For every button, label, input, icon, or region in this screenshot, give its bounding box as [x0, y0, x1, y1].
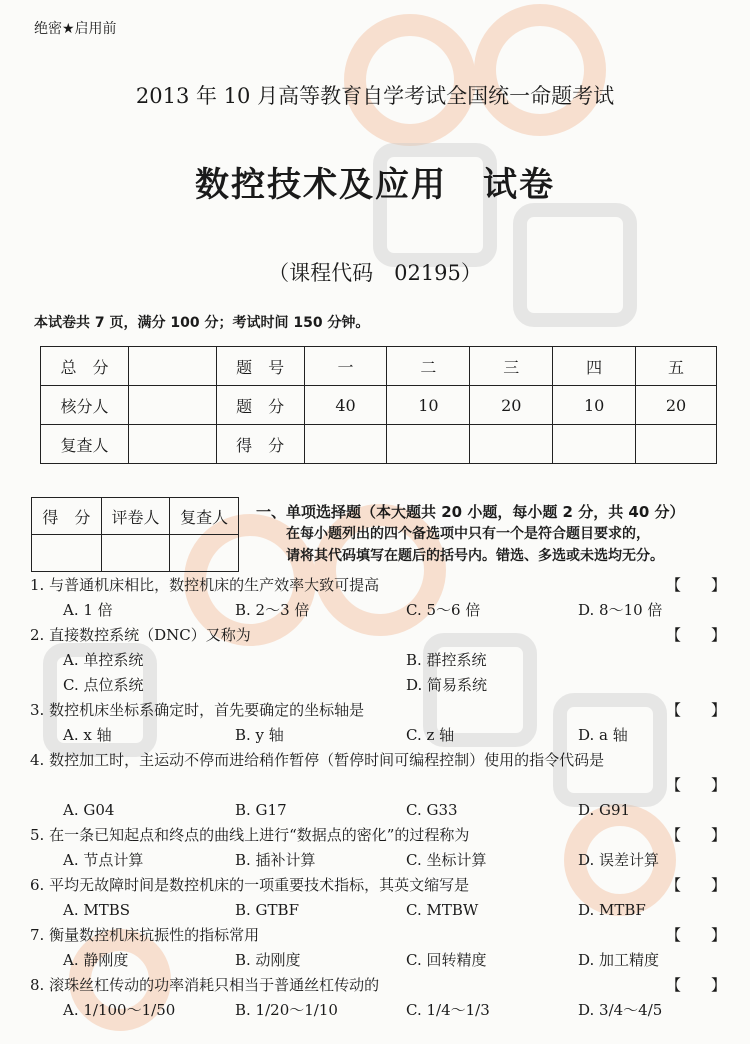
option: C. 坐标计算: [406, 851, 487, 869]
answer-bracket: 【 】: [665, 776, 726, 794]
question-list: [30, 573, 730, 1023]
answer-bracket: 【 】: [665, 876, 726, 894]
obtained-score-cell: [304, 425, 387, 464]
reviewer-label: 复查人: [41, 425, 129, 464]
question-score: 40: [304, 386, 387, 425]
answer-bracket: 【 】: [665, 976, 726, 994]
option: A. 单控系统: [63, 651, 144, 669]
checker-cell: [128, 386, 216, 425]
checker-label: 核分人: [41, 386, 129, 425]
option-row: [30, 848, 730, 873]
obtained-score-cell: [470, 425, 553, 464]
question-stem: 4. 数控加工时，主运动不停而进给稍作暂停（暂停时间可编程控制）使用的指令代码是: [30, 751, 605, 769]
question-stem: 1. 与普通机床相比，数控机床的生产效率大致可提高: [30, 576, 380, 594]
paper-title: 数控技术及应用 试卷: [195, 165, 555, 205]
table-row: [32, 498, 239, 535]
option: B. 群控系统: [406, 651, 487, 669]
option-row: [30, 673, 730, 698]
column-header: 二: [387, 347, 470, 386]
option: D. a 轴: [578, 726, 628, 744]
option-row: [30, 798, 730, 823]
obtained-score-cell: [387, 425, 470, 464]
total-score-cell: [128, 347, 216, 386]
option: B. 2～3 倍: [235, 601, 310, 619]
option: A. 静刚度: [63, 951, 129, 969]
grader-cell: [101, 535, 170, 572]
table-row: [32, 535, 239, 572]
option: C. 回转精度: [406, 951, 487, 969]
question-stem: 2. 直接数控系统（DNC）又称为: [30, 626, 251, 644]
option: A. 节点计算: [63, 851, 144, 869]
option: A. 1/100～1/50: [63, 1001, 176, 1019]
option: D. G91: [578, 801, 631, 819]
option: B. 插补计算: [235, 851, 316, 869]
table-row: [41, 347, 717, 386]
option: C. z 轴: [406, 726, 455, 744]
option: B. y 轴: [235, 726, 284, 744]
section-title: 一、单项选择题（本大题共 20 小题，每小题 2 分，共 40 分）: [256, 503, 685, 521]
score-label: 得 分: [32, 498, 102, 535]
table-row: [41, 425, 717, 464]
column-header: 三: [470, 347, 553, 386]
option-row: [30, 723, 730, 748]
option-row: [30, 648, 730, 673]
option: A. x 轴: [63, 726, 112, 744]
score-table: [40, 346, 717, 464]
obtained-score-cell: [636, 425, 717, 464]
exam-instructions: 本试卷共 7 页，满分 100 分；考试时间 150 分钟。: [34, 315, 370, 331]
answer-bracket: 【 】: [665, 576, 726, 594]
option-row: [30, 598, 730, 623]
option: A. MTBS: [63, 901, 131, 919]
question-item: [30, 748, 730, 823]
question-stem: 3. 数控机床坐标系确定时，首先要确定的坐标轴是: [30, 701, 365, 719]
option: B. GTBF: [235, 901, 299, 919]
question-score: 20: [636, 386, 717, 425]
question-item: [30, 973, 730, 1023]
question-score-label: 题 分: [216, 386, 304, 425]
grader-table: [31, 497, 239, 572]
table-row: [41, 386, 717, 425]
question-item: [30, 823, 730, 873]
option-row: [30, 998, 730, 1023]
option: A. 1 倍: [63, 601, 113, 619]
course-code: （课程代码 02195）: [268, 261, 482, 285]
question-item: [30, 923, 730, 973]
section-instruction: 在每小题列出的四个备选项中只有一个是符合题目要求的，: [286, 526, 650, 542]
score-cell: [32, 535, 102, 572]
question-score: 20: [470, 386, 553, 425]
answer-line: [30, 773, 730, 798]
exam-title: 2013 年 10 月高等教育自学考试全国统一命题考试: [135, 84, 615, 108]
option: D. 8～10 倍: [578, 601, 663, 619]
option-row: [30, 948, 730, 973]
column-header: 四: [553, 347, 636, 386]
option: C. 5～6 倍: [406, 601, 481, 619]
option: C. 1/4～1/3: [406, 1001, 490, 1019]
question-no-label: 题 号: [216, 347, 304, 386]
option: B. G17: [235, 801, 287, 819]
option-row: [30, 898, 730, 923]
answer-bracket: 【 】: [665, 701, 726, 719]
reviewer-cell: [170, 535, 239, 572]
answer-bracket: 【 】: [665, 826, 726, 844]
section-header: [256, 501, 746, 567]
total-score-label: 总 分: [41, 347, 129, 386]
option: C. 点位系统: [63, 676, 144, 694]
section-instruction: 请将其代码填写在题后的括号内。错选、多选或未选均无分。: [286, 548, 664, 564]
answer-bracket: 【 】: [665, 626, 726, 644]
question-stem: 8. 滚珠丝杠传动的功率消耗只相当于普通丝杠传动的: [30, 976, 380, 994]
answer-bracket: 【 】: [665, 926, 726, 944]
question-score: 10: [553, 386, 636, 425]
column-header: 一: [304, 347, 387, 386]
question-stem: 7. 衡量数控机床抗振性的指标常用: [30, 926, 260, 944]
option: A. G04: [63, 801, 115, 819]
question-score: 10: [387, 386, 470, 425]
option: C. MTBW: [406, 901, 479, 919]
question-item: [30, 623, 730, 698]
option: D. 简易系统: [406, 676, 488, 694]
option: D. 误差计算: [578, 851, 660, 869]
option: B. 1/20～1/10: [235, 1001, 338, 1019]
option: D. 3/4～4/5: [578, 1001, 663, 1019]
obtained-score-cell: [553, 425, 636, 464]
option: B. 动刚度: [235, 951, 301, 969]
question-item: [30, 698, 730, 748]
option: D. MTBF: [578, 901, 646, 919]
column-header: 五: [636, 347, 717, 386]
question-stem: 5. 在一条已知起点和终点的曲线上进行“数据点的密化”的过程称为: [30, 826, 470, 844]
question-item: [30, 573, 730, 623]
option: D. 加工精度: [578, 951, 660, 969]
obtained-score-label: 得 分: [216, 425, 304, 464]
option: C. G33: [406, 801, 458, 819]
question-item: [30, 873, 730, 923]
reviewer-label: 复查人: [170, 498, 239, 535]
reviewer-cell: [128, 425, 216, 464]
secrecy-label: 绝密★启用前: [34, 21, 117, 37]
question-stem: 6. 平均无故障时间是数控机床的一项重要技术指标，其英文缩写是: [30, 876, 470, 894]
grader-label: 评卷人: [101, 498, 170, 535]
